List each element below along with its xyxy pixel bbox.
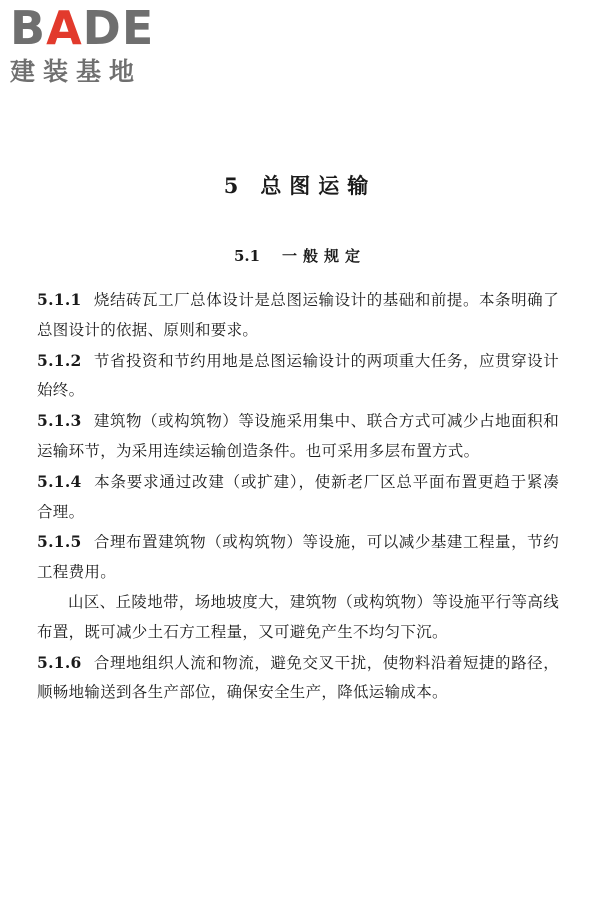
paragraph-text: 烧结砖瓦工厂总体设计是总图运输设计的基础和前提。本条明确了总图设计的依据、原则和要求。 — [37, 291, 559, 339]
paragraph-text: 本条要求通过改建（或扩建），使新老厂区总平面布置更趋于紧凑合理。 — [37, 472, 559, 521]
paragraph-5-1-4 — [37, 467, 559, 528]
paragraph-text: 合理地组织人流和物流，避免交叉干扰，使物料沿着短捷的路径，顺畅地输送到各生产部位，确保安全生产，降低运输成本。 — [37, 653, 559, 702]
paragraph-5-1-1 — [37, 285, 559, 346]
paragraph-5-1-3 — [37, 406, 559, 467]
logo-subtitle: 建装基地 — [10, 57, 143, 86]
paragraph-text: 山区、丘陵地带，场地坡度大，建筑物（或构筑物）等设施平行等高线布置，既可减少土石方工程量，又可避免产生不均匀下沉。 — [37, 592, 559, 641]
clause-number: 5.1.3 — [37, 411, 82, 431]
logo-wordmark — [10, 1, 180, 55]
chapter-title: 总图运输 — [260, 173, 377, 198]
document-body — [37, 285, 559, 708]
clause-number: 5.1.5 — [37, 532, 82, 552]
chapter-heading — [0, 170, 600, 200]
paragraph-text: 合理布置建筑物（或构筑物）等设施，可以减少基建工程量，节约工程费用。 — [37, 533, 559, 582]
section-title: 一般规定 — [282, 247, 367, 265]
logo-letters-de: DE — [82, 1, 155, 55]
section-heading — [0, 245, 600, 266]
logo-letter-a: A — [46, 1, 83, 55]
paragraph-text: 节省投资和节约用地是总图运输设计的两项重大任务，应贯穿设计始终。 — [37, 351, 559, 400]
logo-letter-b: B — [10, 1, 47, 55]
clause-number: 5.1.4 — [37, 471, 82, 491]
paragraph-text: 建筑物（或构筑物）等设施采用集中、联合方式可减少占地面积和运输环节，为采用连续运输创造条件。也可采用多层布置方式。 — [37, 412, 559, 460]
paragraph-5-1-2 — [37, 346, 559, 407]
section-number: 5.1 — [233, 247, 261, 265]
clause-number: 5.1.1 — [37, 290, 82, 309]
paragraph-5-1-5 — [37, 527, 559, 588]
chapter-number: 5 — [223, 173, 239, 198]
paragraph-5-1-5-continued — [37, 588, 559, 648]
bade-logo — [10, 1, 180, 88]
clause-number: 5.1.6 — [37, 652, 82, 672]
paragraph-5-1-6 — [37, 648, 559, 709]
clause-number: 5.1.2 — [37, 350, 82, 370]
